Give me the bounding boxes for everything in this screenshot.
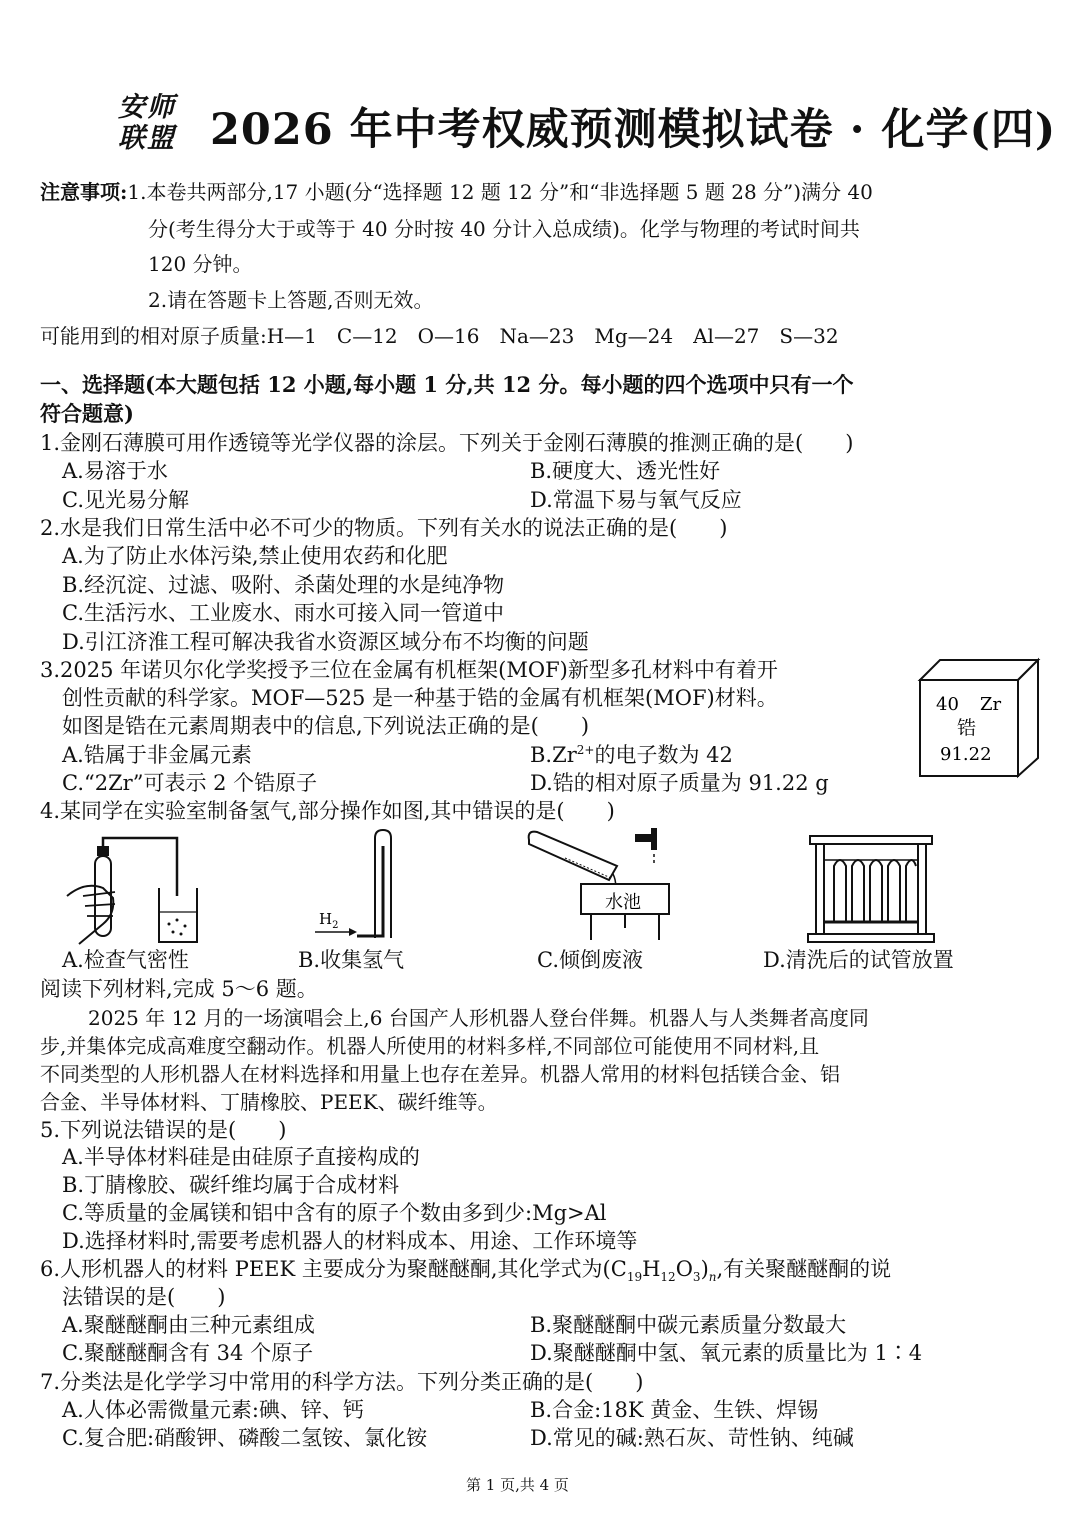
notice-label: 注意事项: <box>40 180 128 204</box>
q4-option-a: A.检查气密性 <box>62 948 189 972</box>
q6-sub-19: 19 <box>626 1270 643 1285</box>
q6-o: O <box>675 1257 693 1281</box>
q1-option-c: C.见光易分解 <box>62 488 189 512</box>
q6-close: ) <box>700 1257 709 1281</box>
q6-option-c: C.聚醚醚酮含有 34 个原子 <box>62 1341 314 1365</box>
q2-option-b: B.经沉淀、过滤、吸附、杀菌处理的水是纯净物 <box>62 573 505 597</box>
q6-option-d: D.聚醚醚酮中氢、氧元素的质量比为 1∶4 <box>530 1341 923 1365</box>
figure-a-airtightness <box>55 826 225 946</box>
q4-option-d: D.清洗后的试管放置 <box>763 948 954 972</box>
q6-h: H <box>642 1257 661 1281</box>
q6-sub-n: n <box>708 1270 717 1285</box>
q2-option-d: D.引江济淮工程可解决我省水资源区域分布不均衡的问题 <box>62 630 589 654</box>
q6-stem-post: ,有关聚醚醚酮的说 <box>716 1257 892 1281</box>
notice-line-1 <box>40 176 873 205</box>
notice-line-2: 分(考生得分大于或等于 40 分时按 40 分计入总成绩)。化学与物理的考试时间共 <box>148 217 860 241</box>
alliance-logo <box>118 92 202 158</box>
logo-line-1: 安师 <box>118 92 176 123</box>
q5-option-b: B.丁腈橡胶、碳纤维均属于合成材料 <box>62 1173 400 1197</box>
q2-option-a: A.为了防止水体污染,禁止使用农药和化肥 <box>62 544 448 568</box>
q4-stem: 4.某同学在实验室制备氢气,部分操作如图,其中错误的是( ) <box>40 799 615 823</box>
q3-option-a: A.锆属于非金属元素 <box>62 743 252 767</box>
h2-label: $H_2$ <box>319 910 339 931</box>
q4-option-c: C.倾倒废液 <box>537 948 643 972</box>
element-symbol: Zr <box>980 694 1002 715</box>
q4-option-b: B.收集氢气 <box>298 948 405 972</box>
figure-b-collect-hydrogen <box>305 826 425 946</box>
page-title: 2026 年中考权威预测模拟试卷 · 化学(四) <box>210 105 1057 155</box>
q3-stem-line-2: 创性贡献的科学家。MOF—525 是一种基于锆的金属有机框架(MOF)材料。 <box>62 686 778 710</box>
sink-label: 水池 <box>605 892 641 913</box>
section-heading-line-1: 一、选择题(本大题包括 12 小题,每小题 1 分,共 12 分。每小题的四个选项中只有一个 <box>40 372 854 397</box>
figure-d-test-tube-rack <box>806 830 936 945</box>
reading-paragraph-line-3: 不同类型的人形机器人在材料选择和用量上也存在差异。机器人常用的材料包括镁合金、铝 <box>40 1062 840 1086</box>
logo-line-2: 联盟 <box>118 123 176 154</box>
zirconium-element-cell <box>910 650 1050 780</box>
q5-option-a: A.半导体材料硅是由硅原子直接构成的 <box>62 1145 420 1169</box>
notice-line-3: 120 分钟。 <box>148 252 253 276</box>
q6-sub-3: 3 <box>692 1270 701 1285</box>
page-number: 第 1 页,共 4 页 <box>466 1476 569 1494</box>
q6-option-a: A.聚醚醚酮由三种元素组成 <box>62 1313 315 1337</box>
q7-option-a: A.人体必需微量元素:碘、锌、钙 <box>62 1398 364 1422</box>
q3-option-c: C.“2Zr”可表示 2 个锆原子 <box>62 771 318 795</box>
q5-stem: 5.下列说法错误的是( ) <box>40 1118 287 1142</box>
reading-intro: 阅读下列材料,完成 5～6 题。 <box>40 977 318 1001</box>
element-mass: 91.22 <box>940 744 992 765</box>
q6-stem-line-1 <box>40 1253 891 1284</box>
q6-stem-pre: 6.人形机器人的材料 PEEK 主要成分为聚醚醚酮,其化学式为(C <box>40 1257 627 1281</box>
reading-paragraph-line-2: 步,并集体完成高难度空翻动作。机器人所使用的材料多样,不同部位可能使用不同材料,且 <box>40 1034 820 1058</box>
atomic-masses: 可能用到的相对原子质量:H—1 C—12 O—16 Na—23 Mg—24 Al—27 S—32 <box>40 324 839 348</box>
q6-stem-line-2: 法错误的是( ) <box>62 1285 226 1309</box>
element-atomic-number: 40 <box>936 694 959 715</box>
q5-option-d: D.选择材料时,需要考虑机器人的材料成本、用途、工作环境等 <box>62 1229 638 1253</box>
section-heading-line-2: 符合题意) <box>40 401 134 426</box>
q7-stem: 7.分类法是化学学习中常用的科学方法。下列分类正确的是( ) <box>40 1370 644 1394</box>
reading-paragraph-line-1: 2025 年 12 月的一场演唱会上,6 台国产人形机器人登台伴舞。机器人与人类舞者高度同 <box>88 1006 869 1030</box>
q7-option-d: D.常见的碱:熟石灰、苛性钠、纯碱 <box>530 1426 854 1450</box>
reading-paragraph-line-4: 合金、半导体材料、丁腈橡胶、PEEK、碳纤维等。 <box>40 1090 498 1114</box>
q1-stem: 1.金刚石薄膜可用作透镜等光学仪器的涂层。下列关于金刚石薄膜的推测正确的是( ) <box>40 431 854 455</box>
q7-option-b: B.合金:18K 黄金、生铁、焊锡 <box>530 1398 819 1422</box>
notice-item-2: 2.请在答题卡上答题,否则无效。 <box>148 288 434 312</box>
q5-option-c: C.等质量的金属镁和铝中含有的原子个数由多到少:Mg>Al <box>62 1201 607 1225</box>
q1-option-d: D.常温下易与氧气反应 <box>530 488 742 512</box>
q2-option-c: C.生活污水、工业废水、雨水可接入同一管道中 <box>62 601 504 625</box>
q3-option-b-post: 的电子数为 42 <box>594 743 733 767</box>
notice-item-1: 1.本卷共两部分,17 小题(分“选择题 12 题 12 分”和“非选择题 5 题 28 分”)满分 40 <box>127 180 873 204</box>
q3-option-b-pre: B.Zr <box>530 743 577 767</box>
q3-option-b <box>530 739 733 769</box>
q1-option-b: B.硬度大、透光性好 <box>530 459 721 483</box>
q7-option-c: C.复合肥:硝酸钾、磷酸二氢铵、氯化铵 <box>62 1426 428 1450</box>
element-name: 锆 <box>957 717 977 739</box>
q6-sub-12: 12 <box>660 1270 676 1285</box>
figure-c-pour-waste <box>525 822 685 947</box>
q3-stem-line-1: 3.2025 年诺贝尔化学奖授予三位在金属有机框架(MOF)新型多孔材料中有着开 <box>40 658 778 682</box>
q3-option-d: D.锆的相对原子质量为 91.22 g <box>530 771 829 795</box>
q1-option-a: A.易溶于水 <box>62 459 168 483</box>
q2-stem: 2.水是我们日常生活中必不可少的物质。下列有关水的说法正确的是( ) <box>40 516 728 540</box>
q6-option-b: B.聚醚醚酮中碳元素质量分数最大 <box>530 1313 847 1337</box>
q3-stem-line-3: 如图是锆在元素周期表中的信息,下列说法正确的是( ) <box>62 714 590 738</box>
q3-option-b-sup: 2+ <box>576 743 595 757</box>
